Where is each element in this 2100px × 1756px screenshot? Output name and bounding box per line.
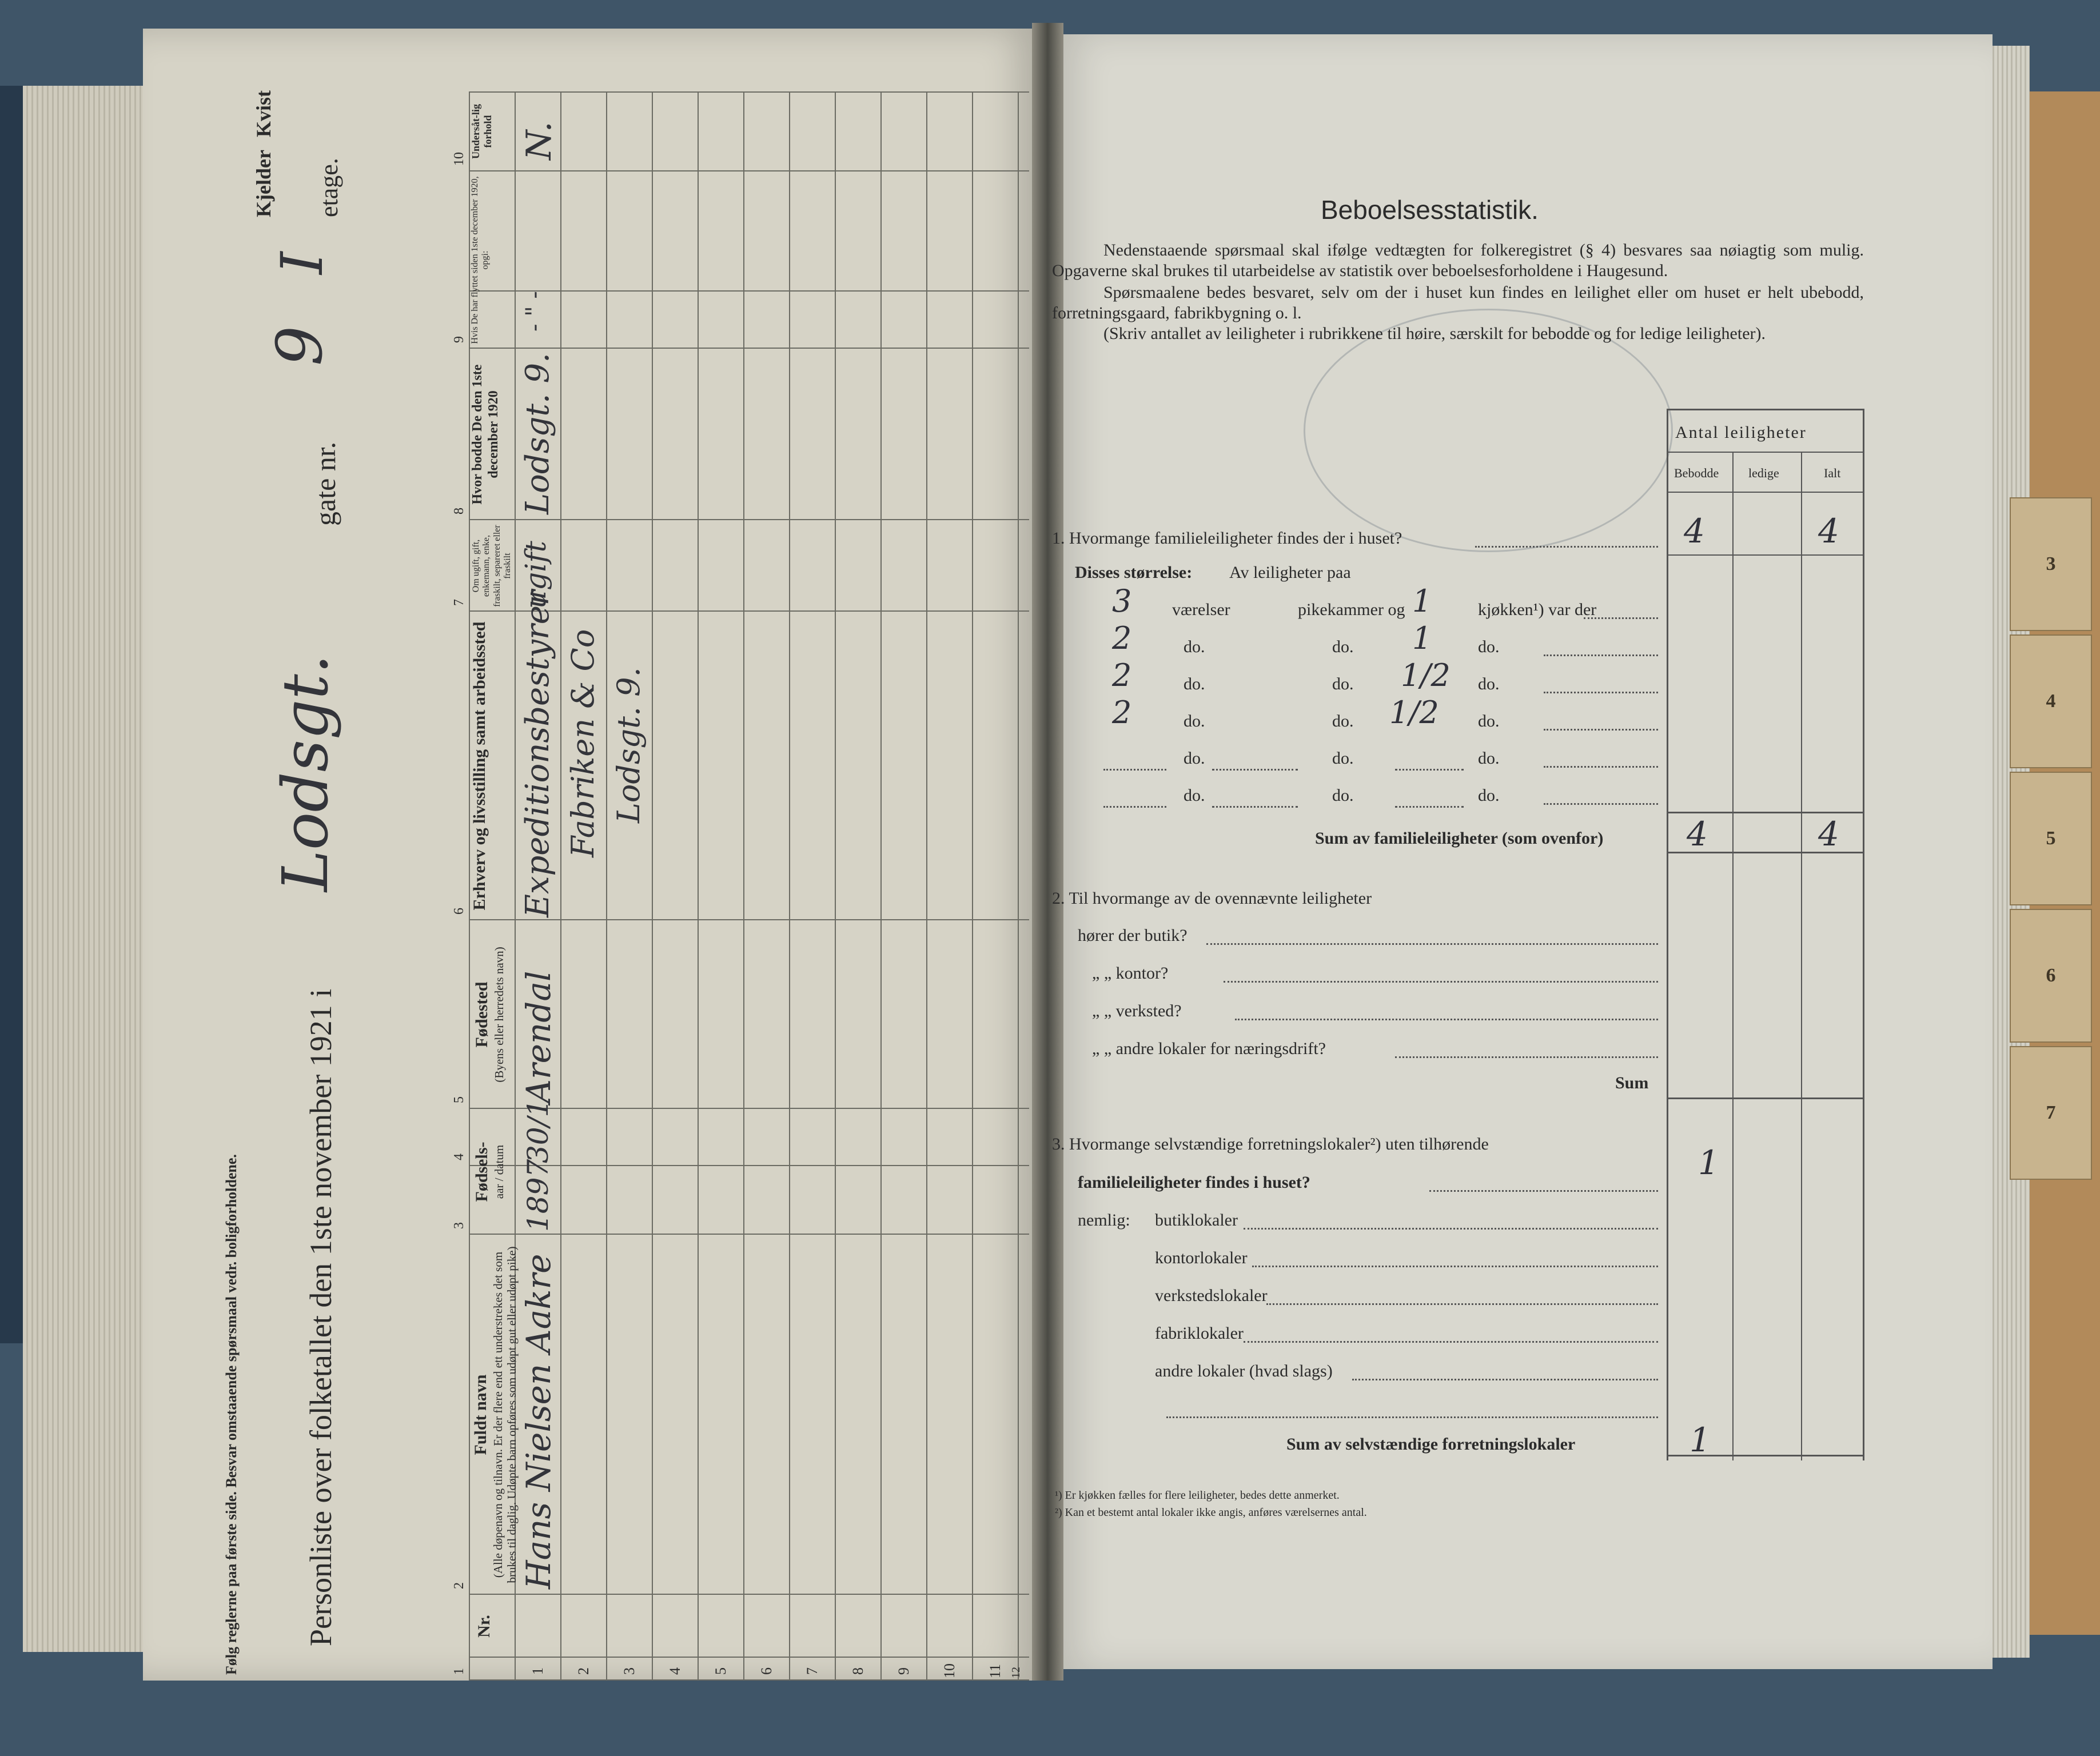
col-bebodde: Bebodde	[1674, 466, 1719, 480]
q2-row: hører der butik?	[1078, 926, 1188, 945]
row-number: 3	[621, 1667, 637, 1675]
q2-row: „ „ verksted?	[1092, 1001, 1182, 1020]
index-tab[interactable]: 4	[2010, 634, 2092, 768]
row-number: 7	[804, 1667, 820, 1675]
sum-family-ialt: 4	[1818, 815, 1839, 853]
faint-stamp	[1304, 309, 1673, 552]
intro-paragraph-3: (Skriv antallet av leiligheter i rubrikkene til høire, særskilt for bebodde og for ledige leiligheter).	[1103, 324, 1766, 343]
row-number: 5	[712, 1667, 729, 1675]
entry-moved-when: - " -	[521, 291, 548, 332]
col-header-birthplace: Fødested (Byens eller herredets navn)	[472, 947, 506, 1083]
size-heading: Disses størrelse:	[1075, 563, 1193, 582]
q3-row: andre lokaler (hvad slags)	[1155, 1362, 1333, 1380]
entry-citizenship: N.	[519, 121, 559, 160]
col-number: 4	[452, 1154, 467, 1160]
rooms-value: 2	[1112, 695, 1132, 731]
gate-label: gate nr.	[309, 441, 341, 526]
pike-label: do.	[1332, 675, 1354, 693]
pike-label: do.	[1332, 786, 1354, 805]
person-table	[452, 91, 1029, 1681]
intro-paragraph-1: Nedenstaaende spørsmaal skal ifølge vedtægten for folkeregistret (§ 4) besvares saa nøiagtig som mulig. Opgaverne skal brukes til utarbeidelse av statistik over beboelsesforholdene i Haugesund.	[1052, 241, 1864, 280]
question-1: 1. Hvormange familieleiligheter findes der i huset?	[1052, 529, 1402, 548]
footnote-2: ²) Kan et bestemt antal lokaler ikke angis, anføres værelsernes antal.	[1055, 1506, 1367, 1519]
index-tab[interactable]: 5	[2010, 772, 2092, 905]
q1-ialt-value: 4	[1818, 512, 1839, 550]
col-header-prev-address: Hvor bodde De den 1ste december 1920	[470, 364, 501, 505]
col-header-status: Om ugift, gift, enkemann, enke, fraskilt, separeret eller fraskilt	[471, 525, 513, 607]
kitchen-label: do.	[1478, 786, 1500, 805]
kitchen-label: do.	[1478, 675, 1500, 693]
row-number: 2	[575, 1667, 592, 1675]
page-title: Beboelsesstatistik.	[1321, 195, 1539, 225]
index-tab[interactable]: 6	[2010, 909, 2092, 1043]
col-number: 10	[452, 152, 467, 166]
rooms-label: do.	[1184, 749, 1205, 768]
col-header-citizenship: Undersåt-lig forhold	[470, 104, 494, 159]
gate-number: 9	[263, 326, 336, 366]
index-tab[interactable]: 7	[2010, 1046, 2092, 1180]
margin-note: Følg reglerne paa første side. Besvar omstaaende spørsmaal vedr. boligforholdene.	[223, 1154, 240, 1675]
rooms-label: værelser	[1172, 600, 1230, 619]
page-edges-left	[23, 86, 160, 1652]
rooms-label: do.	[1184, 786, 1205, 805]
q2-row: „ „ andre lokaler for næringsdrift?	[1092, 1039, 1326, 1058]
kitchen-value: 1	[1412, 583, 1432, 619]
rooms-label: do.	[1184, 637, 1205, 656]
street-name: Lodsgt.	[269, 654, 342, 892]
q3-row: verkstedslokaler	[1155, 1286, 1268, 1305]
row-number: 11	[987, 1663, 1003, 1678]
col-header-nr: Nr.	[475, 1615, 493, 1638]
sum-business-value: 1	[1689, 1420, 1711, 1459]
row-number: 4	[667, 1667, 683, 1675]
col-number: 3	[452, 1222, 467, 1229]
kjelder-label: Kjelder	[252, 150, 275, 217]
col-header-name: Fuldt navn (Alle døpenavn og tilnavn. Er der flere end ett understrekes det som brukes til daglig. Udøpte barn opføres som udøpt gut eller udøpt pike)	[471, 1246, 519, 1583]
rooms-value: 2	[1112, 620, 1132, 656]
col-ledige: ledige	[1748, 466, 1779, 480]
entry-birth-date: 30/1	[521, 1099, 555, 1163]
sum-family-label: Sum av familieleiligheter (som ovenfor)	[1315, 829, 1604, 848]
entry-birthplace: Arendal	[519, 971, 558, 1103]
kitchen-label: do.	[1478, 637, 1500, 656]
entry-birth-year: 1897	[521, 1159, 555, 1232]
person-list-form	[217, 91, 1029, 1681]
q3-row: kontorlokaler	[1155, 1248, 1248, 1267]
entry-occupation-address: Lodsgt. 9.	[611, 667, 647, 823]
sum-label: Sum	[1615, 1073, 1649, 1092]
sum-business-label: Sum av selvstændige forretningslokaler	[1286, 1435, 1576, 1454]
row-number: 1	[529, 1667, 546, 1675]
col-number: 1	[452, 1668, 467, 1675]
rooms-value: 3	[1112, 583, 1132, 619]
pike-label: do.	[1332, 749, 1354, 768]
q2-row: „ „ kontor?	[1092, 964, 1169, 983]
question-3-cont: familieleiligheter findes i huset?	[1078, 1173, 1310, 1192]
row-number: 6	[758, 1667, 775, 1675]
q3-row: fabriklokaler	[1155, 1324, 1244, 1343]
col-number: 2	[452, 1582, 467, 1589]
rooms-value: 2	[1112, 657, 1132, 693]
row-number: 12	[1010, 1667, 1022, 1678]
q3-row: butiklokaler	[1155, 1211, 1238, 1230]
kitchen-value: 1/2	[1401, 657, 1451, 693]
size-subheading: Av leiligheter paa	[1229, 563, 1351, 582]
rooms-label: do.	[1184, 712, 1205, 731]
kitchen-label: do.	[1478, 749, 1500, 768]
etage-label: etage.	[315, 158, 343, 217]
question-3: 3. Hvormange selvstændige forretningslokaler²) uten tilhørende	[1052, 1135, 1489, 1154]
col-ialt: Ialt	[1824, 466, 1841, 480]
etage-number: I	[269, 252, 336, 274]
footnote-1: ¹) Er kjøkken fælles for flere leiligheter, bedes dette anmerket.	[1055, 1489, 1340, 1502]
entry-prev-address: Lodsgt. 9.	[519, 353, 556, 514]
pike-label: pikekammer og	[1298, 600, 1405, 619]
question-2: 2. Til hvormange av de ovennævnte leiligheter	[1052, 889, 1372, 908]
index-tab[interactable]: 3	[2010, 497, 2092, 631]
col-header-moved: Hvis De har flyttet siden 1ste december 1920, opgi:	[470, 176, 491, 344]
entry-name: Hans Nielsen Aakre	[519, 1254, 558, 1589]
row-number: 10	[941, 1663, 958, 1678]
kitchen-value: 1/2	[1389, 695, 1439, 731]
col-number: 5	[452, 1096, 467, 1103]
kitchen-label: do.	[1478, 712, 1500, 731]
pike-label: do.	[1332, 637, 1354, 656]
col-header-occupation: Erhverv og livsstilling samt arbeidssted	[470, 621, 489, 911]
kitchen-value: 1	[1412, 620, 1432, 656]
row-number: 8	[850, 1667, 866, 1675]
table-header: Antal leiligheter	[1675, 423, 1807, 442]
intro-paragraph-2: Spørsmaalene bedes besvaret, selv om der i huset kun findes en leilighet eller om huset er helt ubebodd, forretningsgaard, fabrikbygning o. l.	[1052, 283, 1864, 322]
col-number: 7	[452, 599, 467, 606]
pike-label: do.	[1332, 712, 1354, 731]
kvist-label: Kvist	[252, 90, 275, 137]
entry-marital-status: ugift	[519, 541, 552, 609]
col-number: 9	[452, 336, 467, 343]
row-number: 9	[895, 1667, 912, 1675]
sum-family-bebodde: 4	[1687, 815, 1708, 853]
q3-value: 1	[1698, 1143, 1719, 1182]
form-title: Personliste over folketallet den 1ste november 1921 i	[304, 988, 338, 1646]
entry-occupation: Expeditionsbestyrer	[519, 590, 556, 917]
q1-bebodde-value: 4	[1684, 512, 1705, 550]
rooms-label: do.	[1184, 675, 1205, 693]
col-header-birth: Fødsels- aar / datum	[472, 1142, 506, 1202]
nemlig-label: nemlig:	[1078, 1211, 1130, 1230]
col-number: 8	[452, 508, 467, 514]
col-number: 6	[452, 908, 467, 915]
entry-occupation-firm: Fabriken & Co	[565, 629, 601, 857]
kitchen-label: kjøkken¹) var der	[1478, 600, 1597, 619]
